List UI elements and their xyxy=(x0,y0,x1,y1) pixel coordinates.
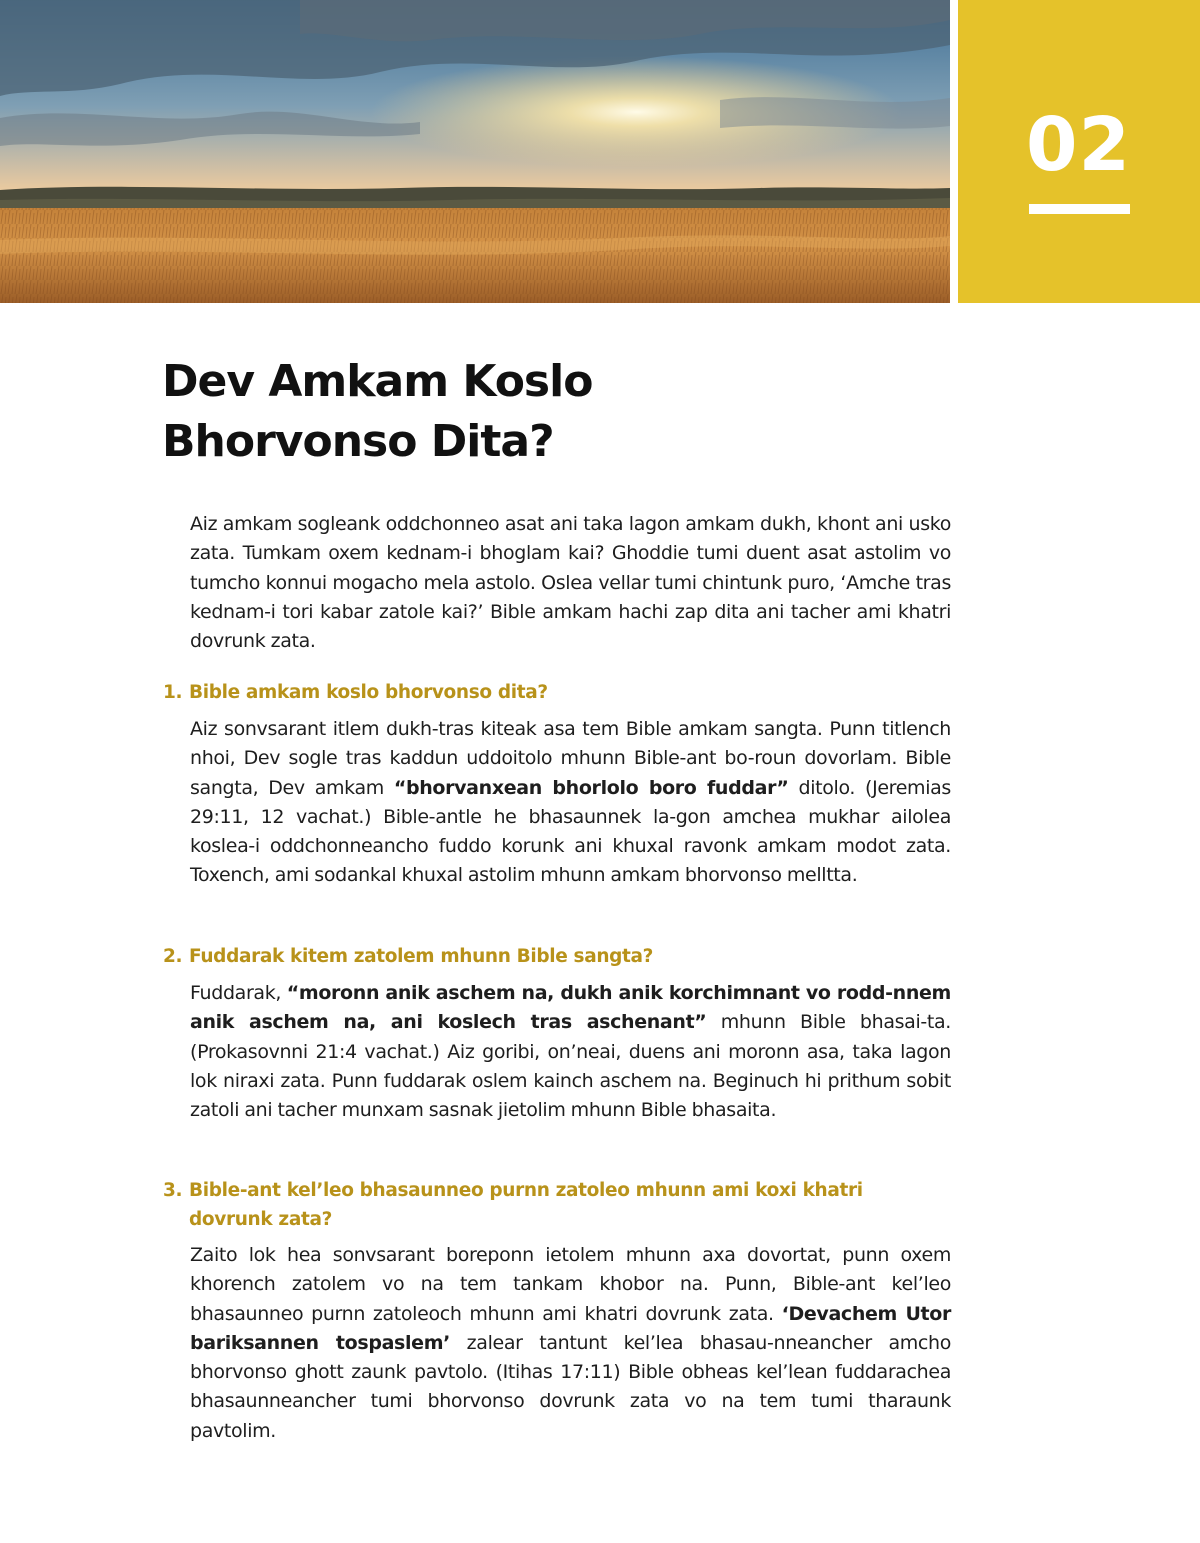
chapter-underline xyxy=(1029,204,1130,214)
answer-3-quote: ‘Devachem Utor bariksannen tospaslem’ xyxy=(190,1302,951,1354)
answer-2 xyxy=(190,979,951,1125)
question-2-text: Fuddarak kitem zatolem mhunn Bible sangta? xyxy=(189,946,654,967)
question-3-text-line-1: Bible-ant kel’leo bhasaunneo purnn zatoleo mhunn ami koxi khatri xyxy=(189,1180,863,1201)
answer-1-quote: “bhorvanxean bhorlolo boro fuddar” xyxy=(393,776,789,799)
page-title-line-1: Dev Amkam Koslo xyxy=(162,356,593,407)
question-2 xyxy=(163,942,923,971)
question-1-text: Bible amkam koslo bhorvonso dita? xyxy=(189,682,548,703)
question-3 xyxy=(163,1176,923,1234)
answer-2-quote: “moronn anik aschem na, dukh anik korchimnant vo rodd-nnem anik aschem na, ani koslech tras aschenant” xyxy=(190,982,951,1034)
answer-2-text-a: Fuddarak, xyxy=(190,982,287,1004)
page-title-line-2: Bhorvonso Dita? xyxy=(162,416,554,467)
question-1 xyxy=(163,678,923,707)
question-3-number: 3. xyxy=(163,1180,183,1201)
answer-1-text-b: ditolo. (Jeremias 29:11, 12 vachat.) Bible-antle he bhasaunnek la-gon amchea mukhar ailolea koslea-i oddchonneancho fuddo korunk ani khuxal ravonk amkam modot zata. Toxench, ami sodankal khuxal astolim mhunn amkam bhorvonso melltta. xyxy=(190,776,951,887)
question-2-number: 2. xyxy=(163,946,183,967)
answer-1 xyxy=(190,715,951,891)
question-3-text-line-2: dovrunk zata? xyxy=(189,1209,332,1230)
answer-3 xyxy=(190,1241,951,1446)
answer-1-text-a: Aiz sonvsarant itlem dukh-tras kiteak asa tem Bible amkam sangta. Punn titlench nhoi, Dev sogle tras kaddun uddoitolo mhunn Bible-ant bo-roun dovorlam. Bible sangta, Dev amkam xyxy=(190,718,951,799)
question-1-number: 1. xyxy=(163,682,183,703)
answer-3-text-b: zalear tantunt kel’lea bhasau-nneancher amcho bhorvonso ghott zaunk pavtolo. (Itihas 17:11) Bible obheas kel’lean fuddarachea bhasaunneancher tumi bhorvonso dovrunk zata vo na tem tumi tharaunk pavtolim. xyxy=(190,1331,951,1442)
chapter-badge xyxy=(958,0,1200,303)
page-title xyxy=(162,352,882,472)
chapter-number: 02 xyxy=(1026,102,1131,188)
intro-paragraph: Aiz amkam sogleank oddchonneo asat ani taka lagon amkam dukh, khont ani usko zata. Tumkam oxem kednam-i bhoglam kai? Ghoddie tumi duent asat astolim vo tumcho konnui mogacho mela astolo. Oslea vellar tumi chintunk puro, ‘Amche tras kednam-i tori kabar zatole kai?’ Bible amkam hachi zap dita ani tacher ami khatri dovrunk zata. xyxy=(190,513,951,653)
hero-image-wheat-field-sunset xyxy=(0,0,950,303)
answer-3-text-a: Zaito lok hea sonvsarant boreponn ietolem mhunn axa dovortat, punn oxem khorench zatolem vo na tem tankam khobor na. Punn, Bible-ant kel’leo bhasaunneo purnn zatoleoch mhunn ami khatri dovrunk zata. xyxy=(190,1244,951,1325)
answer-2-text-b: mhunn Bible bhasai-ta. (Prokasovnni 21:4 vachat.) Aiz goribi, on’neai, duens ani moronn asa, taka lagon lok niraxi zata. Punn fuddarak oslem kainch aschem na. Beginuch hi prithum sobit zatoli ani tacher munxam sasnak jietolim mhunn Bible bhasaita. xyxy=(190,1011,951,1122)
